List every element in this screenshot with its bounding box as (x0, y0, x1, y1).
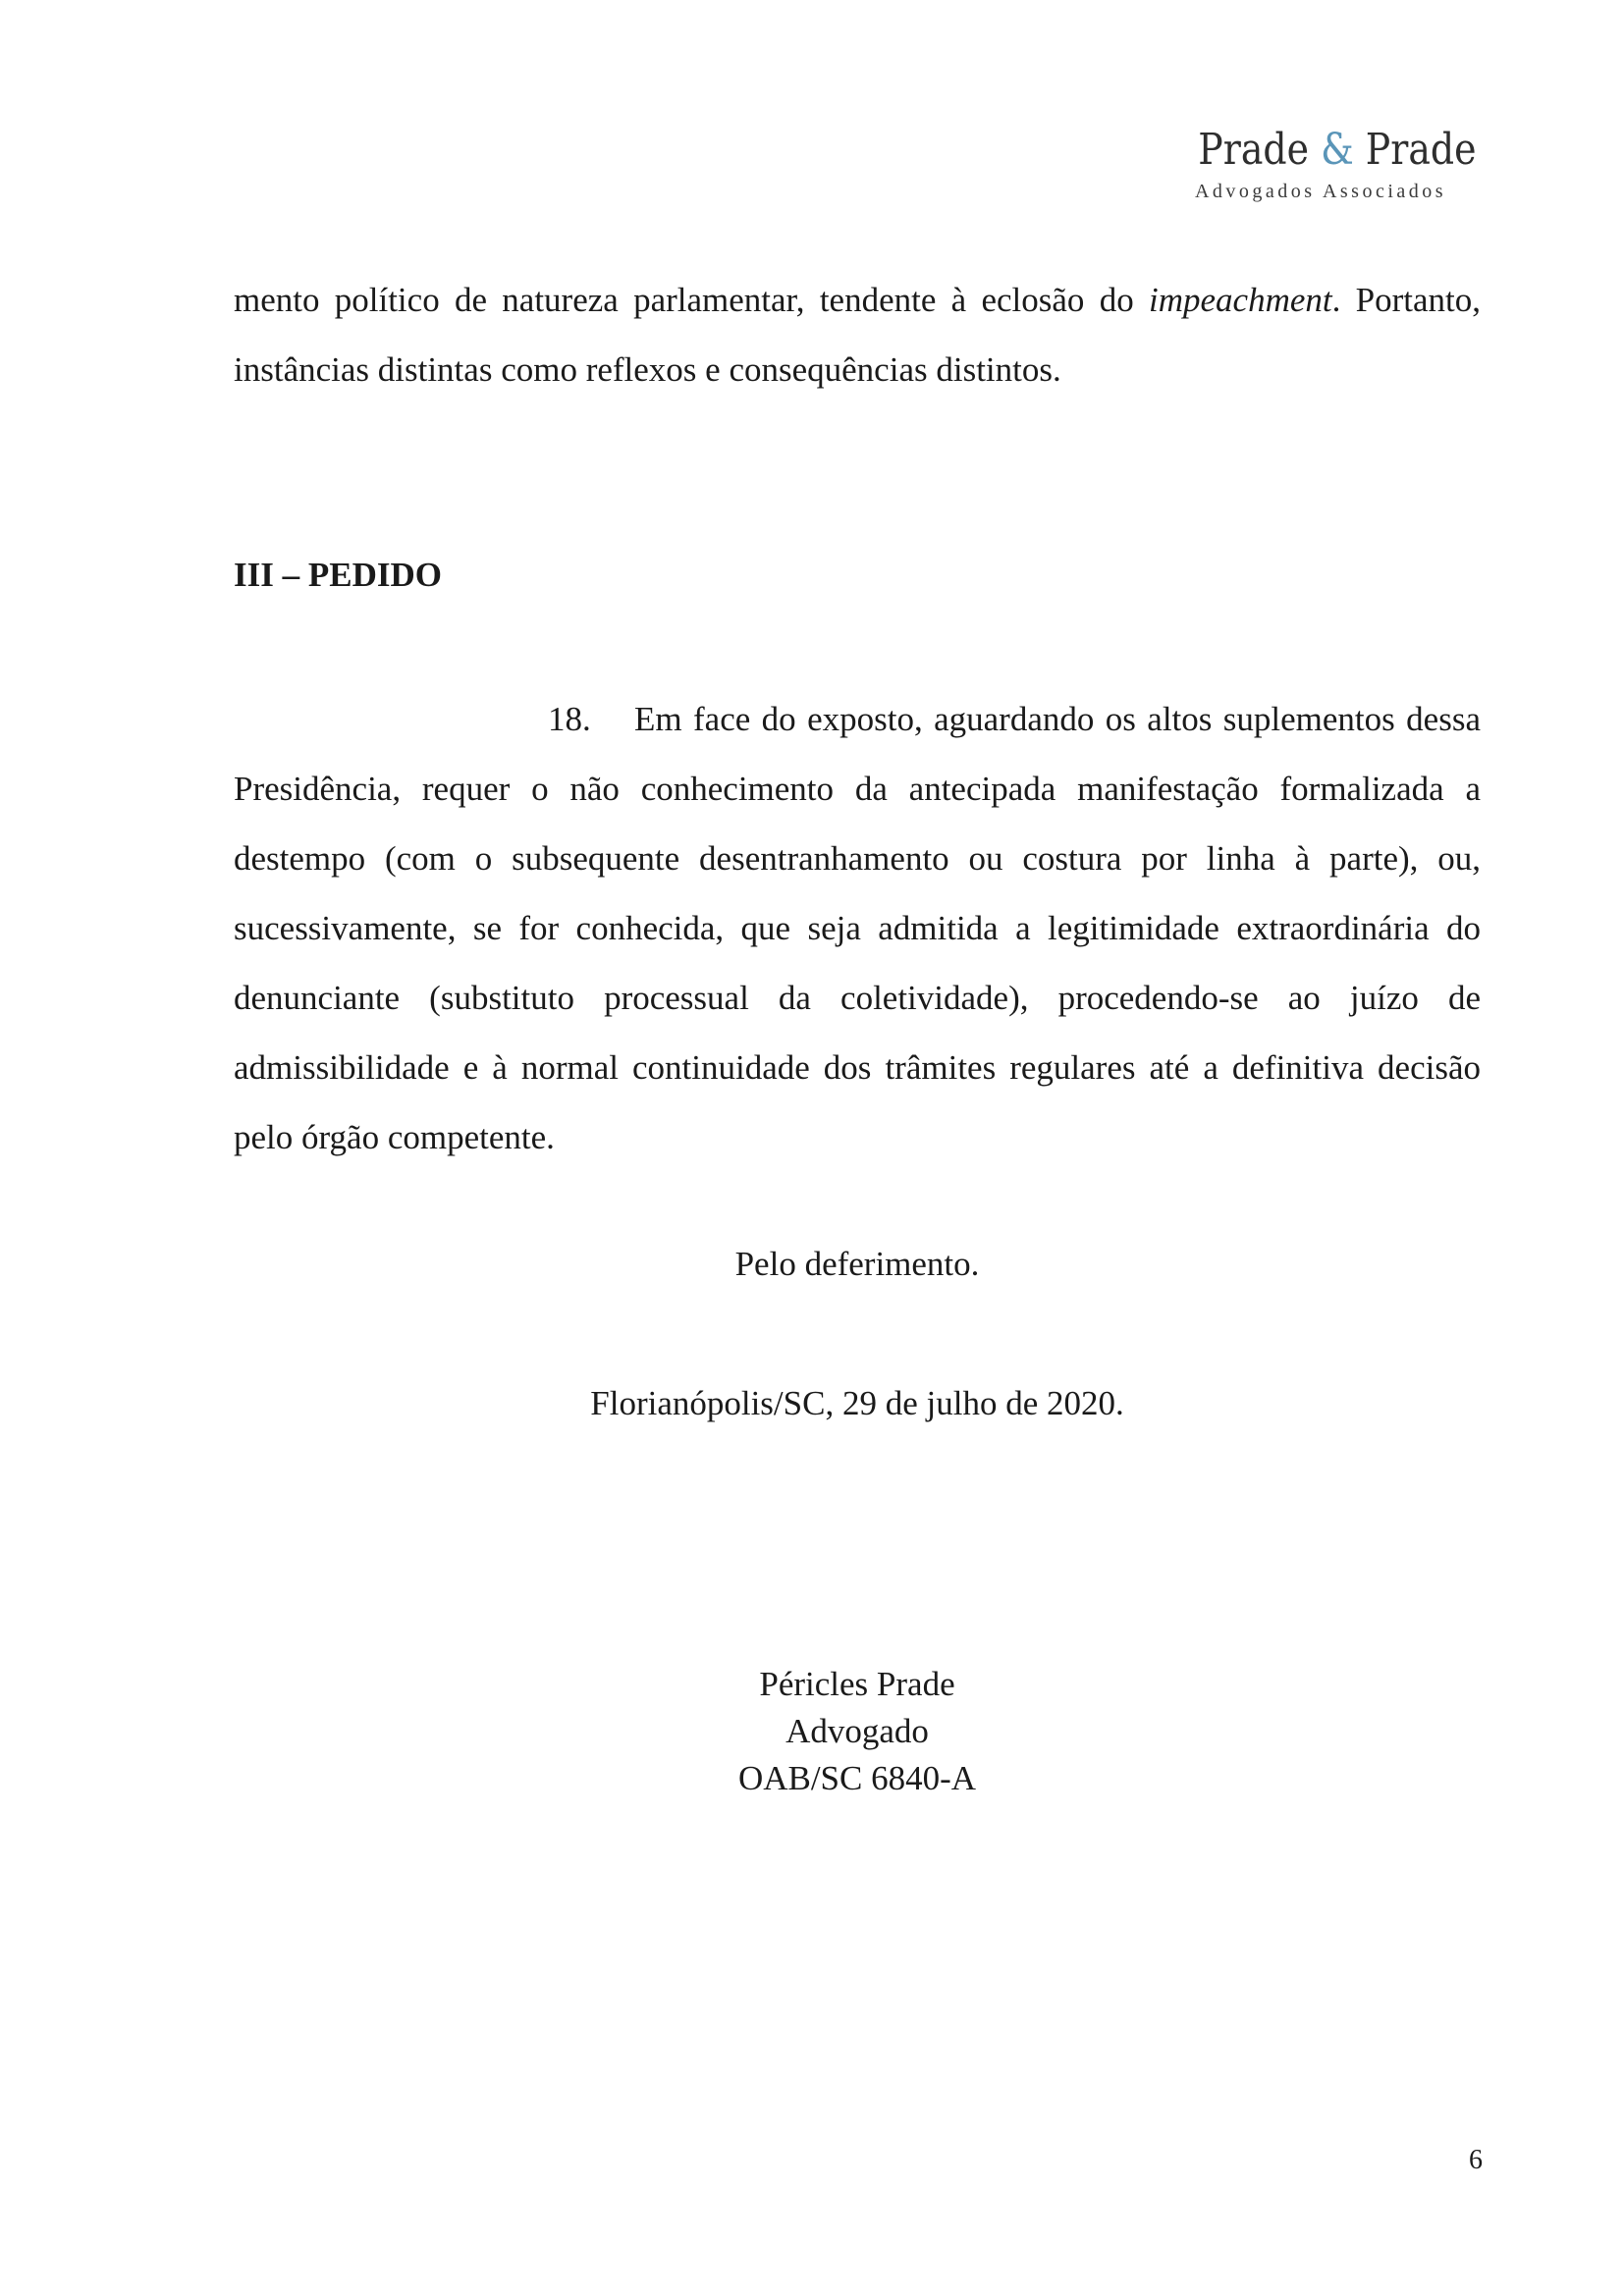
continuation-paragraph (234, 265, 1481, 404)
logo-wordmark (1198, 125, 1477, 175)
closing-request: Pelo deferimento. (734, 1245, 980, 1283)
paragraph-18 (234, 684, 1481, 1172)
signatory-title: Advogado (785, 1712, 929, 1750)
paragraph-number: 18. (548, 700, 591, 738)
section-heading: III – PEDIDO (234, 556, 442, 594)
continuation-text-before: mento político de natureza parlamentar, tendente à eclosão do (234, 281, 1149, 319)
logo-name-right: Prade (1365, 125, 1477, 175)
signatory-name: Péricles Prade (759, 1665, 955, 1703)
place-and-date: Florianópolis/SC, 29 de julho de 2020. (590, 1384, 1124, 1422)
signatory-registration: OAB/SC 6840-A (737, 1759, 977, 1797)
page-number: 6 (1469, 2145, 1483, 2175)
firm-logo (1178, 125, 1477, 204)
continuation-italic-term: impeachment (1149, 281, 1332, 319)
continuation-text-after: . Portanto, instâncias distintas como reflexos e consequências distintos. (234, 281, 1481, 389)
logo-ampersand: & (1321, 125, 1354, 175)
logo-subtitle: Advogados Associados (1194, 181, 1447, 202)
paragraph-18-text: Em face do exposto, aguardando os altos suplementos dessa Presidência, requer o não conhecimento da antecipada manifestação formalizada a destempo (com o subsequente desentranhamento ou costura por linha à parte), ou, sucessivamente, se for conhecida, que seja admitida a legitimidade extraordinária do denunciante (substituto processual da coletividade), procedendo-se ao juízo de admissibilidade e à normal continuidade dos trâmites regulares até a definitiva decisão pelo órgão competente. (234, 700, 1481, 1156)
signature-block (234, 1661, 1481, 1802)
logo-name-left: Prade (1198, 125, 1310, 175)
